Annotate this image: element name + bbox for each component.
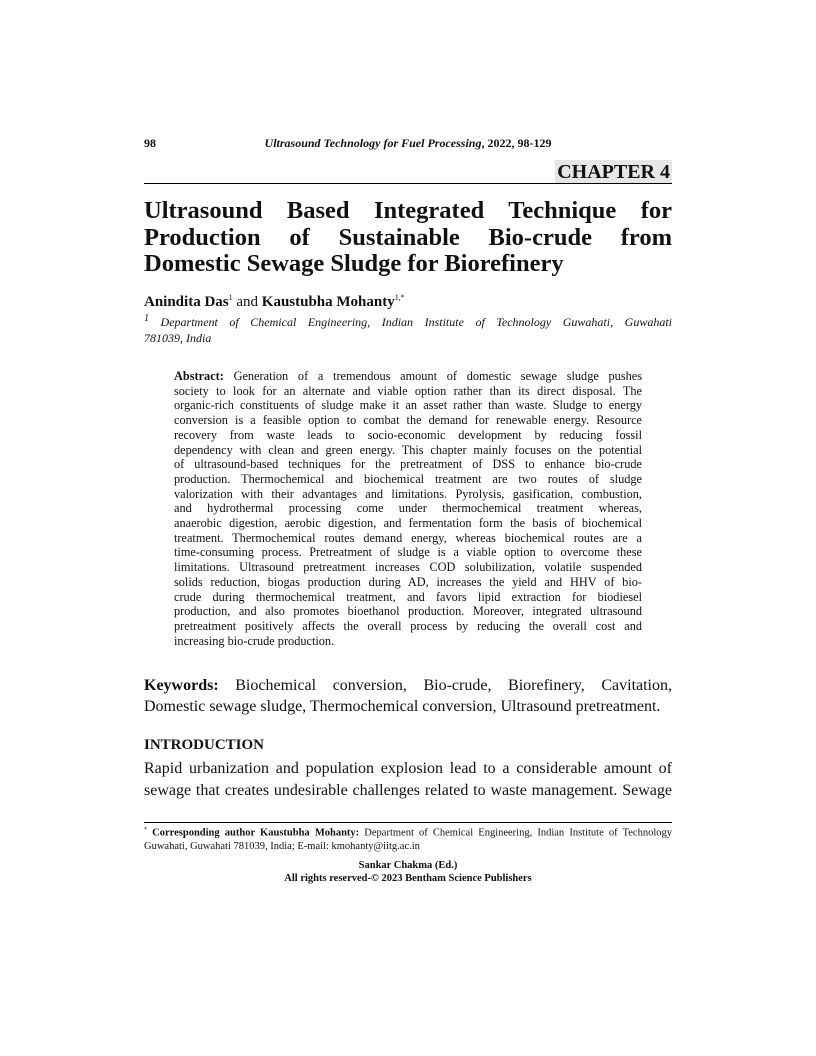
abstract-line: increasing bio-crude production.	[174, 633, 335, 648]
author-name: Kaustubha Mohanty	[261, 294, 395, 310]
footnote	[144, 824, 672, 853]
footnote-label: Corresponding author Kaustubha Mohanty:	[147, 827, 360, 839]
abstract-line: society to look for an alternate and viable option rather than its direct disposal. The	[174, 383, 642, 398]
keywords-label: Keywords:	[144, 677, 219, 694]
journal-info: , 2022, 98-129	[481, 136, 552, 150]
author-name: Anindita Das	[144, 294, 229, 310]
journal-title: Ultrasound Technology for Fuel Processing	[264, 136, 482, 150]
chapter-label: CHAPTER 4	[557, 161, 670, 183]
abstract-line: time-consuming process. Pretreatment of sludge is a viable option to overcome these	[174, 545, 642, 560]
author-sep: and	[232, 294, 262, 310]
body-line: sewage that creates undesirable challenges related to waste management. Sewage	[144, 782, 672, 799]
abstract-line: of ultrasound-based techniques for the pretreatment of DSS to enhance bio-crude	[174, 457, 642, 472]
affil-line: 781039, India	[144, 331, 212, 345]
abstract-line: treatment. Thermochemical routes demand energy, whereas biochemical routes are a	[174, 530, 642, 545]
abstract-line: dependency with clean and green energy. This chapter mainly focuses on the potential	[174, 442, 642, 457]
abstract-line: crude during thermochemical treatment, and favors lipid extraction for biodiesel	[174, 589, 642, 604]
abstract-line: recovery from waste leads to socio-economic development by reducing fossil	[174, 427, 642, 442]
editor: Sankar Chakma (Ed.)	[358, 860, 458, 871]
header-rule	[144, 183, 672, 184]
abstract-line: production, and also promotes bioethanol production. Moreover, integrated ultrasound	[174, 604, 642, 619]
running-header	[144, 136, 672, 151]
author-sup: 1,*	[394, 293, 405, 302]
authors	[144, 289, 405, 311]
abstract-line: and hydrothermal processing come under thermochemical treatment whereas,	[174, 501, 642, 516]
abstract-line: organic-rich constituents of sludge make it an asset rather than waste. Sludge to energy	[174, 398, 642, 413]
abstract-line: pretreatment positively affects the overall process by reducing the overall cost and	[174, 618, 642, 633]
body-line: Rapid urbanization and population explosion lead to a considerable amount of	[144, 760, 672, 777]
section-heading: INTRODUCTION	[144, 737, 265, 753]
publisher-info	[144, 859, 672, 885]
author-sup: 1	[228, 293, 233, 302]
abstract-line: conversion is a feasible option to combat the demand for renewable energy. Resource	[174, 413, 642, 428]
footnote-rule	[144, 822, 672, 823]
page-number: 98	[144, 136, 156, 150]
footnote-line: Department of Chemical Engineering, Indian Institute of Technology	[359, 827, 672, 839]
affil-sup: 1	[144, 313, 149, 324]
chapter-title	[144, 198, 672, 278]
abstract-line: valorization with their advantages and limitations. Pyrolysis, gasification, combustion,	[174, 486, 642, 501]
title-line: Production of Sustainable Bio-crude from	[144, 223, 672, 251]
abstract-line: Generation of a tremendous amount of domestic sewage sludge pushes	[223, 369, 642, 383]
copyright: All rights reserved-© 2023 Bentham Science Publishers	[284, 873, 532, 884]
abstract-line: production. Thermochemical and biochemical treatment are two routes of sludge	[174, 471, 642, 486]
keywords-line: Biochemical conversion, Bio-crude, Biorefinery, Cavitation,	[218, 677, 672, 694]
abstract-label: Abstract:	[174, 369, 224, 383]
abstract-line: solids reduction, biogas production during AD, increases the yield and HHV of bio-	[174, 574, 642, 589]
introduction-body	[144, 758, 672, 802]
keywords-line: Domestic sewage sludge, Thermochemical conversion, Ultrasound pretreatment.	[144, 698, 661, 715]
affil-line: Department of Chemical Engineering, Indian Institute of Technology Guwahati, Guwahati	[149, 315, 672, 329]
affiliation	[144, 311, 672, 346]
title-line: Ultrasound Based Integrated Technique for	[144, 197, 672, 224]
abstract-line: limitations. Ultrasound pretreatment increases COD solubilization, volatile suspended	[174, 560, 642, 575]
footnote-sup: *	[144, 827, 147, 833]
keywords	[144, 675, 672, 717]
footnote-line: Guwahati, Guwahati 781039, India; E-mail: kmohanty@iitg.ac.in	[144, 840, 420, 852]
abstract-line: anaerobic digestion, aerobic digestion, and fermentation form the basis of biochemical	[174, 516, 642, 531]
title-line: Domestic Sewage Sludge for Biorefinery	[144, 250, 564, 277]
abstract	[174, 369, 642, 648]
